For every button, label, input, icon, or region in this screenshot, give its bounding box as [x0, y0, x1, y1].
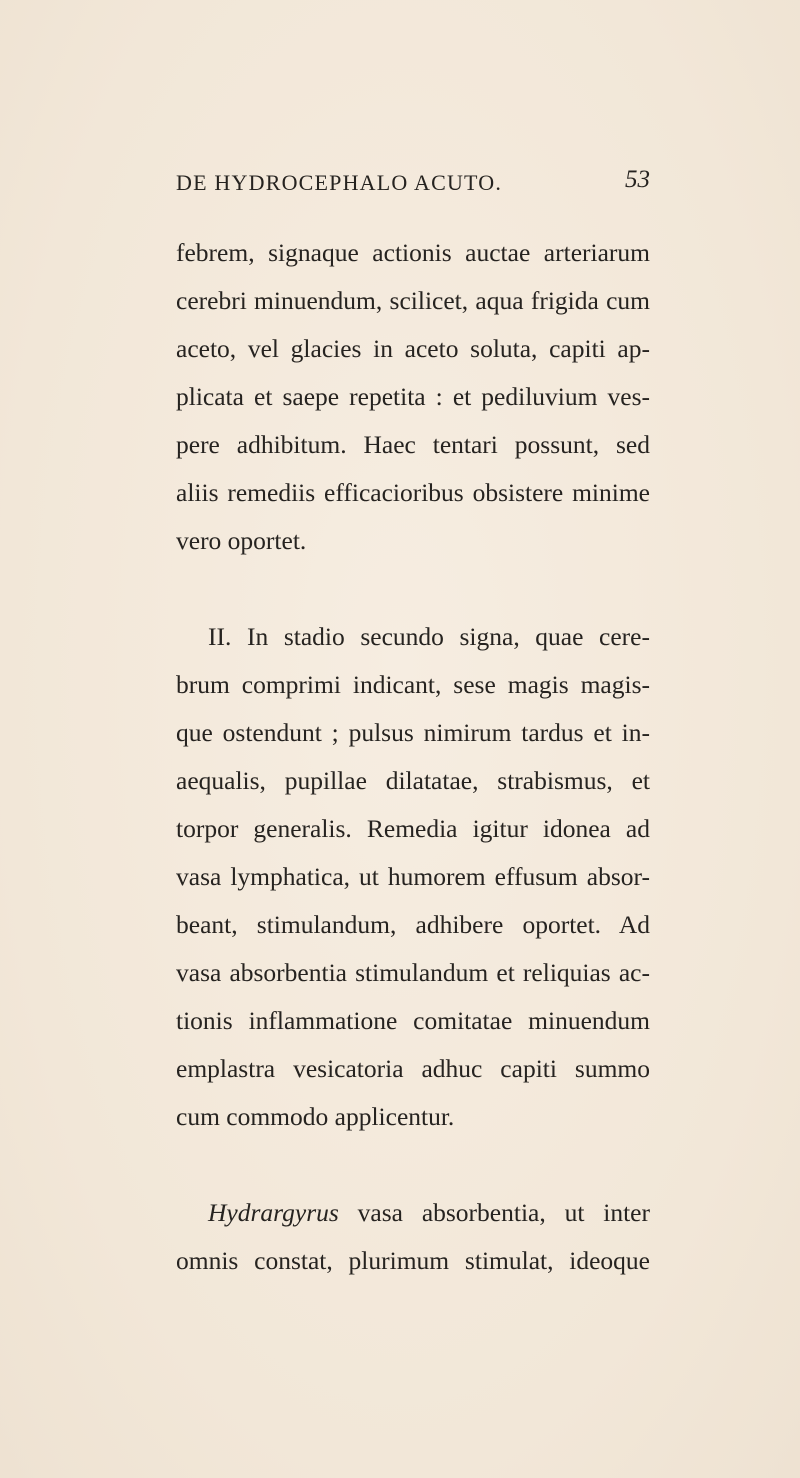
text-line: aliis remediis efficacioribus obsistere minime [176, 478, 650, 507]
text-line: vasa absorbentia stimulandum et reliquias ac- [176, 958, 650, 987]
text-line: plicata et saepe repetita : et pediluvium ves- [176, 382, 650, 411]
text-line: omnis constat, plurimum stimulat, ideoque [176, 1246, 650, 1275]
italic-term: Hydrargyrus [208, 1198, 339, 1227]
text-line: torpor generalis. Remedia igitur idonea ad [176, 814, 650, 843]
text-line: II. In stadio secundo signa, quae cere- [208, 622, 650, 651]
text-line: aceto, vel glacies in aceto soluta, capiti ap- [176, 334, 650, 363]
text-line: cum commodo applicentur. [176, 1102, 455, 1131]
page-header [176, 166, 650, 204]
text-line: que ostendunt ; pulsus nimirum tardus et in- [176, 718, 650, 747]
page-number: 53 [625, 166, 650, 193]
text-line: emplastra vesicatoria adhuc capiti summo [176, 1054, 650, 1083]
text-line: tionis inflammatione comitatae minuendum [176, 1006, 650, 1035]
text-line: vasa lymphatica, ut humorem effusum absor- [176, 862, 650, 891]
text-line: brum comprimi indicant, sese magis magis- [176, 670, 650, 699]
text-fragment: vasa absorbentia, ut inter [338, 1198, 650, 1227]
running-title: DE HYDROCEPHALO ACUTO. [176, 170, 503, 195]
text-line: beant, stimulandum, adhibere oportet. Ad [176, 910, 650, 939]
text-line: febrem, signaque actionis auctae arteriarum [176, 238, 650, 267]
text-line: cerebri minuendum, scilicet, aqua frigida cum [176, 286, 650, 315]
text-line: aequalis, pupillae dilatatae, strabismus, et [176, 766, 650, 795]
text-line: pere adhibitum. Haec tentari possunt, sed [176, 430, 650, 459]
body-text [176, 229, 650, 1285]
text-line: vero oportet. [176, 526, 307, 555]
text-line [176, 1189, 650, 1237]
